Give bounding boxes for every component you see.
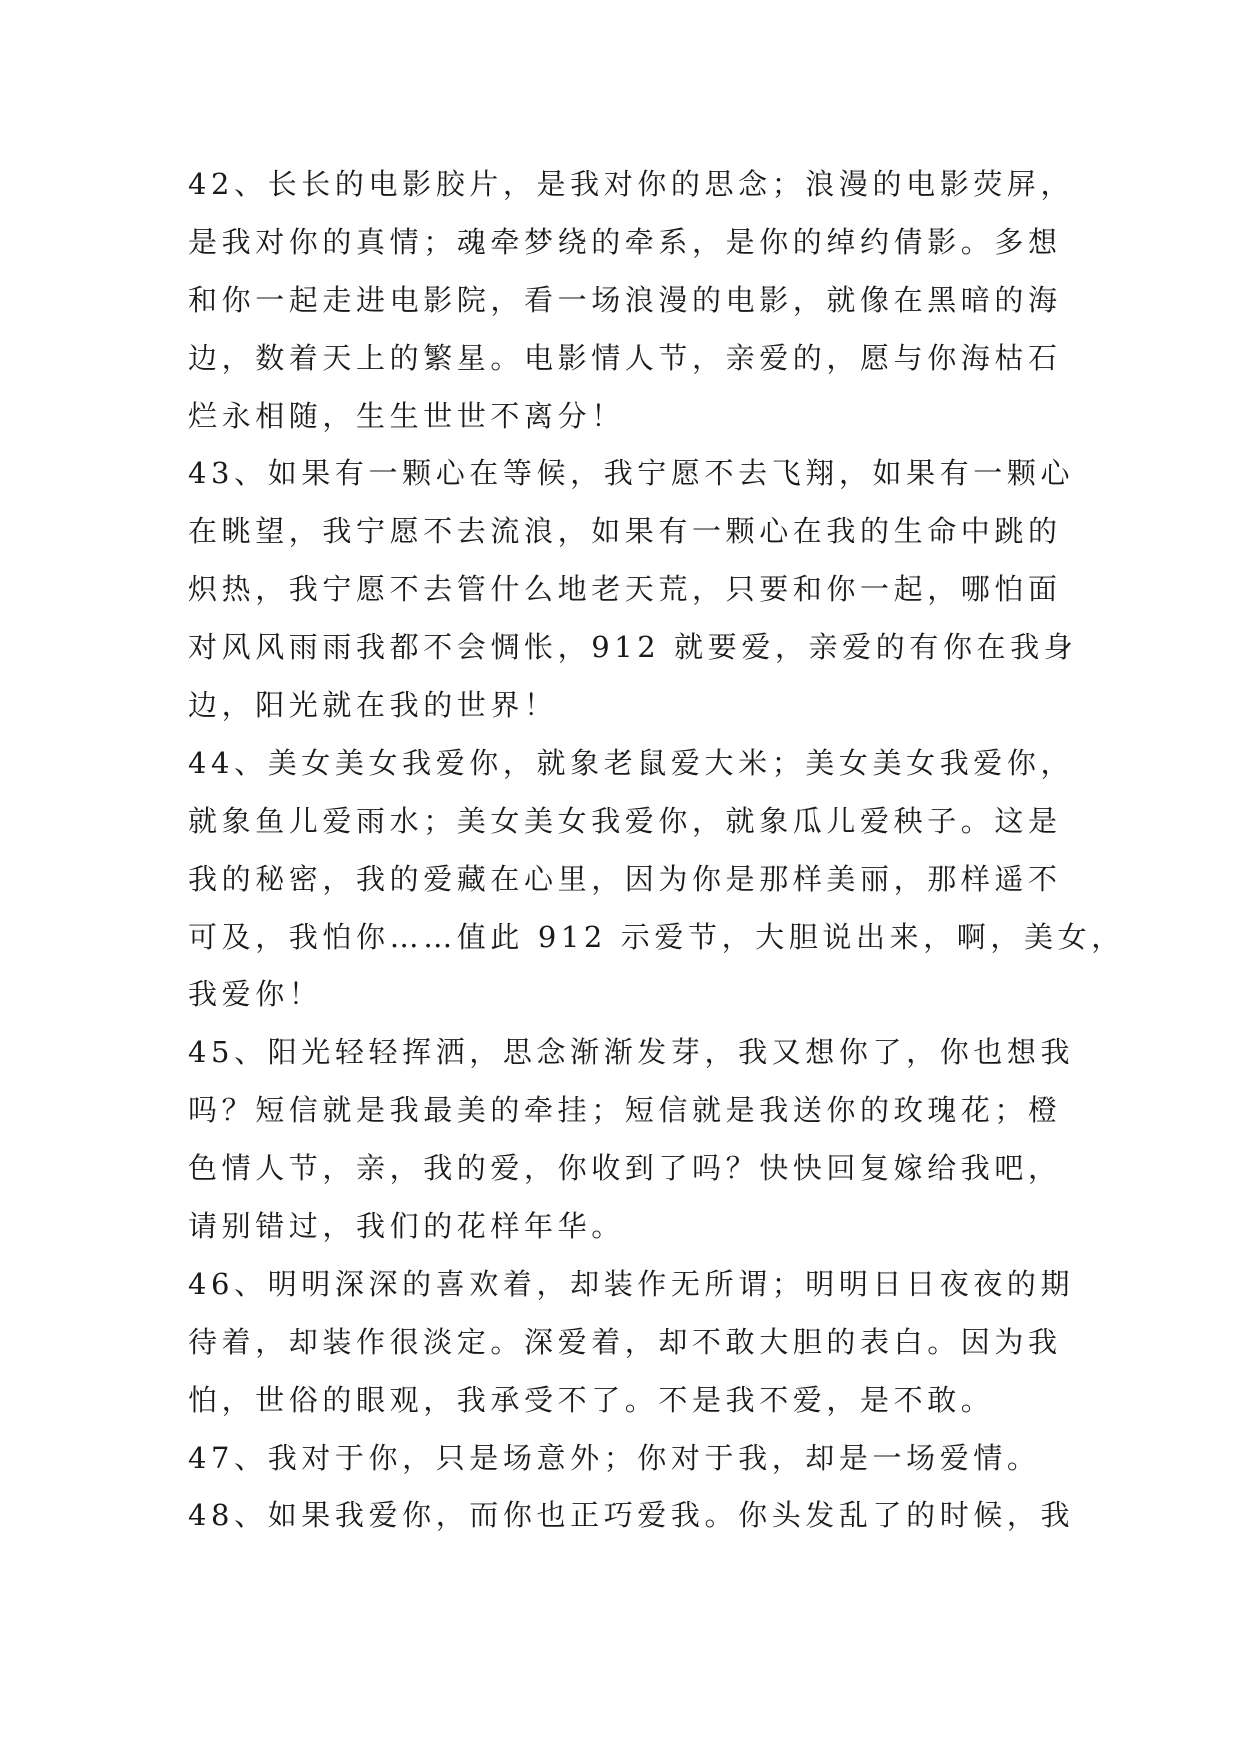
text-line: 47、我对于你，只是场意外；你对于我，却是一场爱情。 (188, 1440, 1041, 1475)
text-line: 46、明明深深的喜欢着，却装作无所谓；明明日日夜夜的期 (188, 1266, 1075, 1301)
text-line: 和你一起走进电影院，看一场浪漫的电影，就像在黑暗的海 (188, 282, 1062, 317)
text-line: 在眺望，我宁愿不去流浪，如果有一颗心在我的生命中跳的 (188, 514, 1062, 549)
text-line: 45、阳光轻轻挥洒，思念渐渐发芽，我又想你了，你也想我 (188, 1035, 1075, 1070)
text-line: 待着，却装作很淡定。深爱着，却不敢大胆的表白。因为我 (188, 1324, 1062, 1359)
text-line: 44、美女美女我爱你，就象老鼠爱大米；美女美女我爱你， (188, 745, 1075, 780)
text-line: 边，数着天上的繁星。电影情人节，亲爱的，愿与你海枯石 (188, 340, 1062, 375)
text-line: 烂永相随，生生世世不离分！ (188, 398, 625, 433)
text-line: 我的秘密，我的爱藏在心里，因为你是那样美丽，那样遥不 (188, 861, 1062, 896)
text-line: 对风风雨雨我都不会惆怅，912 就要爱，亲爱的有你在我身 (188, 630, 1078, 665)
body-text (188, 156, 1125, 1545)
text-line: 吗？短信就是我最美的牵挂；短信就是我送你的玫瑰花；橙 (188, 1093, 1062, 1128)
text-line: 43、如果有一颗心在等候，我宁愿不去飞翔，如果有一颗心 (188, 456, 1075, 491)
text-line: 请别错过，我们的花样年华。 (188, 1209, 625, 1244)
text-line: 边，阳光就在我的世界！ (188, 688, 558, 723)
text-line: 48、如果我爱你，而你也正巧爱我。你头发乱了的时候，我 (188, 1498, 1075, 1533)
text-line: 是我对你的真情；魂牵梦绕的牵系，是你的绰约倩影。多想 (188, 224, 1062, 259)
text-line: 色情人节，亲，我的爱，你收到了吗？快快回复嫁给我吧， (188, 1151, 1062, 1186)
text-line: 就象鱼儿爱雨水；美女美女我爱你，就象瓜儿爱秧子。这是 (188, 803, 1062, 838)
text-line: 怕，世俗的眼观，我承受不了。不是我不爱，是不敢。 (188, 1382, 995, 1417)
text-line: 可及，我怕你……值此 912 示爱节，大胆说出来，啊，美女， (188, 919, 1125, 954)
text-line: 42、长长的电影胶片，是我对你的思念；浪漫的电影荧屏， (188, 167, 1075, 201)
text-line: 我爱你！ (188, 977, 323, 1012)
text-line: 炽热，我宁愿不去管什么地老天荒，只要和你一起，哪怕面 (188, 572, 1062, 607)
